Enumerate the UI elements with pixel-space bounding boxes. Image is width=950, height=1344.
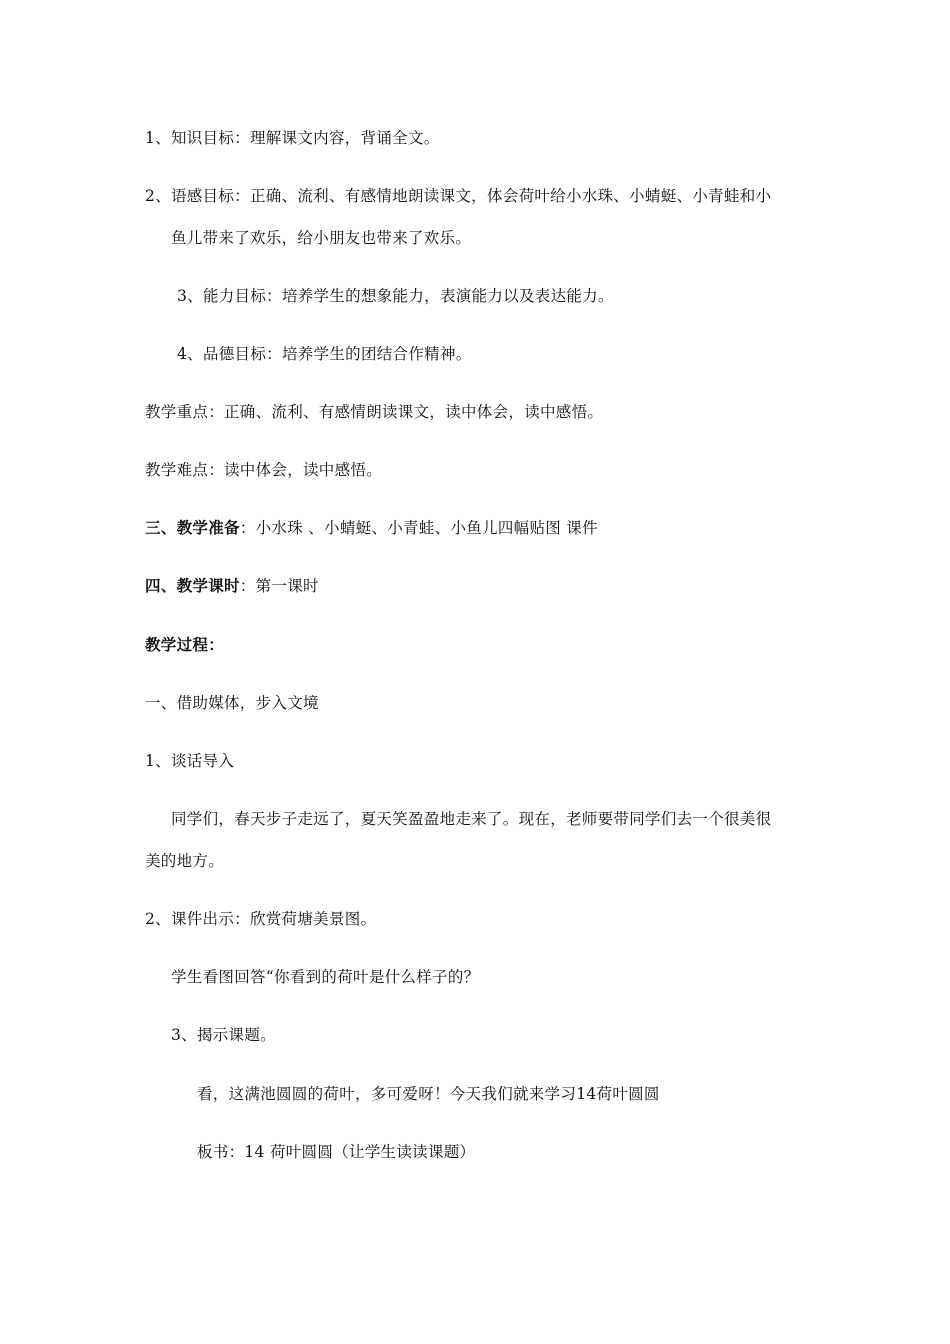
teaching-difficulty: 教学难点：读中体会，读中感悟。 bbox=[145, 461, 383, 479]
language-goal-line-2: 鱼儿带来了欢乐，给小朋友也带来了欢乐。 bbox=[171, 229, 472, 247]
student-question: 学生看图回答“你看到的荷叶是什么样子的？ bbox=[171, 968, 480, 986]
teaching-periods: 四、教学课时：第一课时 bbox=[145, 576, 319, 595]
intro-paragraph-line-2: 美的地方。 bbox=[145, 852, 225, 870]
section-heading: 四、教学课时 bbox=[145, 576, 240, 595]
moral-goal: 4、品德目标：培养学生的团结合作精神。 bbox=[177, 345, 472, 363]
knowledge-goal: 1、知识目标：理解课文内容，背诵全文。 bbox=[145, 129, 440, 147]
teaching-key-point: 教学重点：正确、流利、有感情朗读课文，读中体会，读中感悟。 bbox=[145, 403, 604, 421]
courseware-display: 2、课件出示：欣赏荷塘美景图。 bbox=[145, 910, 377, 928]
section-heading: 三、教学准备 bbox=[145, 518, 240, 537]
teaching-process-heading: 教学过程： bbox=[145, 635, 225, 654]
talk-introduction: 1、谈话导入 bbox=[145, 752, 235, 770]
step-one-heading: 一、借助媒体，步入文境 bbox=[145, 694, 319, 712]
blackboard-writing: 板书：14 荷叶圆圆（让学生读读课题） bbox=[197, 1143, 476, 1161]
intro-paragraph-line-1: 同学们，春天步子走远了，夏天笑盈盈地走来了。现在，老师要带同学们去一个很美很 bbox=[171, 810, 772, 828]
lesson-intro: 看，这满池圆圆的荷叶，多可爱呀！今天我们就来学习14荷叶圆圆 bbox=[197, 1085, 660, 1103]
ability-goal: 3、能力目标：培养学生的想象能力，表演能力以及表达能力。 bbox=[177, 287, 614, 305]
teaching-preparation: 三、教学准备：小水珠 、小蜻蜓、小青蛙、小鱼儿四幅贴图 课件 bbox=[145, 518, 598, 537]
language-goal-line-1: 2、语感目标：正确、流利、有感情地朗读课文，体会荷叶给小水珠、小蜻蜓、小青蛙和小 bbox=[145, 187, 772, 205]
reveal-title: 3、揭示课题。 bbox=[171, 1026, 276, 1044]
